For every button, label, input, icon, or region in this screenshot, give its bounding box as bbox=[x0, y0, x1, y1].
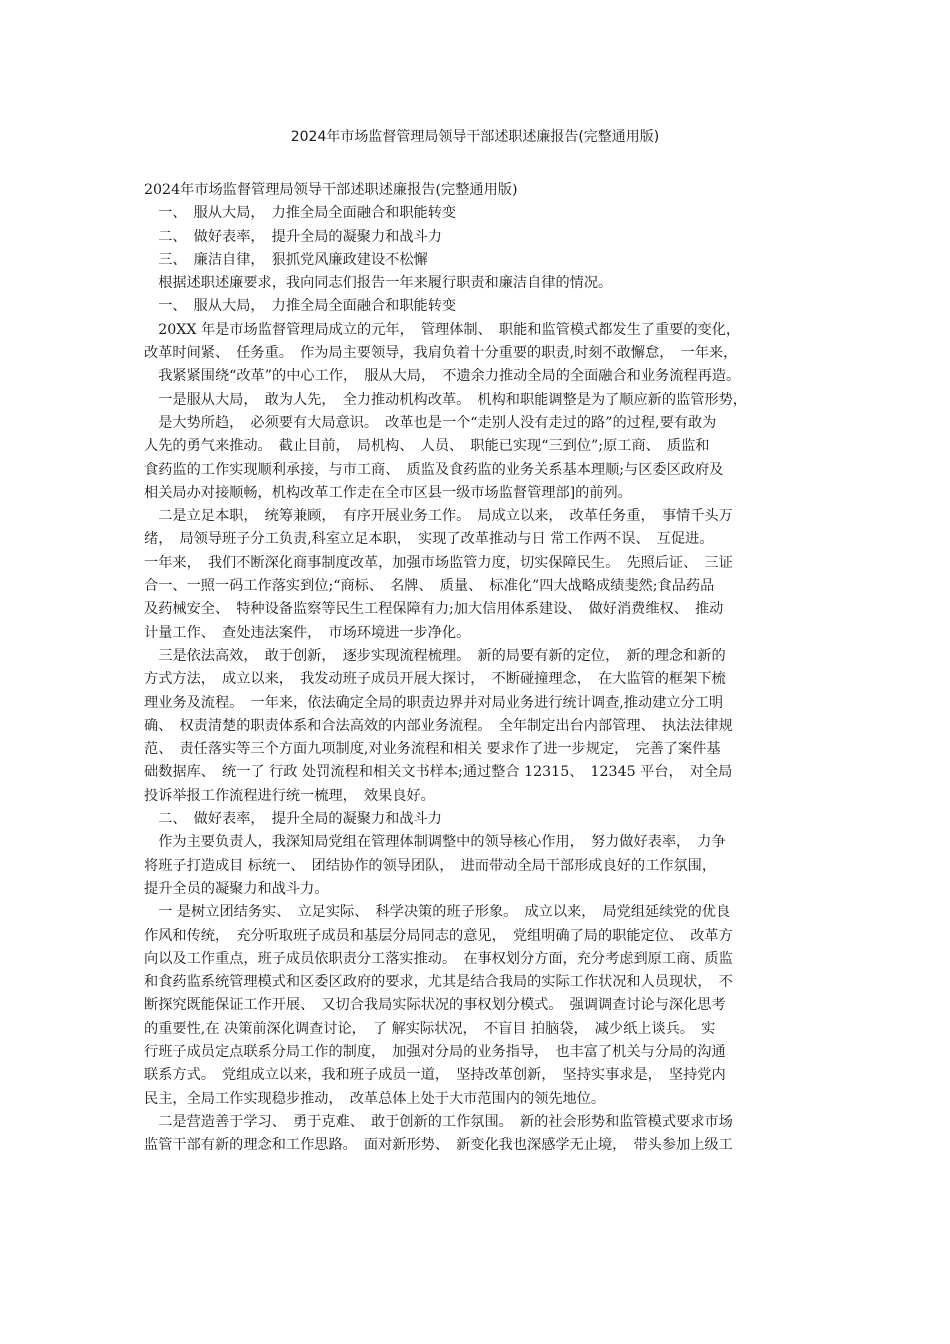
text-line: 联系方式。 党组成立以来，我和班子成员一道， 坚持改革创新， 坚持实事求是， 坚持党内 bbox=[144, 1067, 726, 1084]
text-line: 绪， 局领导班子分工负责,科室立足本职， 实现了改革推动与日 常工作两不误、 互促进。 bbox=[144, 531, 714, 548]
text-line: 监管干部有新的理念和工作思路。 面对新形势、 新变化我也深感学无止境， 带头参加上级工 bbox=[144, 1137, 733, 1154]
text-line: 的重要性,在 决策前深化调查讨论， 了 解实际状况， 不盲目 拍脑袋， 减少纸上谈兵。 实 bbox=[144, 1020, 716, 1037]
text-line: 2024年市场监督管理局领导干部述职述廉报告(完整通用版) bbox=[144, 182, 518, 198]
text-line: 根据述职述廉要求，我向同志们报告一年来履行职责和廉洁自律的情况。 bbox=[144, 275, 613, 292]
text-line: 二、 做好表率， 提升全局的凝聚力和战斗力 bbox=[144, 811, 442, 828]
text-line: 理业务及流程。 一年来，依法确定全局的职责边界并对局业务进行统计调查,推动建立分工明 bbox=[144, 694, 724, 711]
text-line: 民主，全局工作实现稳步推动， 改革总体上处于大市范围内的领先地位。 bbox=[144, 1090, 606, 1107]
text-line: 及药械安全、 特种设备监察等民生工程保障有力;加大信用体系建设、 做好消费维权、 推动 bbox=[144, 601, 724, 618]
text-line: 行班子成员定点联系分局工作的制度， 加强对分局的业务指导， 也丰富了机关与分局的沟通 bbox=[144, 1043, 726, 1060]
text-line: 将班子打造成目 标统一、 团结协作的领导团队， 进而带动全局干部形成良好的工作氛围， bbox=[144, 857, 717, 874]
text-line: 作风和传统， 充分听取班子成员和基层分局同志的意见， 党组明确了局的职能定位、 改革方 bbox=[144, 927, 733, 944]
text-line: 范、 责任落实等三个方面九项制度,对业务流程和相关 要求作了进一步规定， 完善了案件基 bbox=[144, 741, 721, 758]
text-line: 二、 做好表率， 提升全局的凝聚力和战斗力 bbox=[144, 228, 442, 245]
text-line: 一、 服从大局， 力推全局全面融合和职能转变 bbox=[144, 205, 457, 222]
text-line: 一 是树立团结务实、 立足实际、 科学决策的班子形象。 成立以来， 局党组延续党的优良 bbox=[144, 904, 731, 921]
text-line: 方式方法， 成立以来， 我发动班子成员开展大探讨， 不断碰撞理念， 在大监管的框架下梳 bbox=[144, 671, 726, 688]
text-line: 20XX 年是市场监督管理局成立的元年， 管理体制、 职能和监管模式都发生了重要的变化， bbox=[144, 321, 741, 338]
text-line: 二是立足本职， 统筹兼顾， 有序开展业务工作。 局成立以来， 改革任务重， 事情千头万 bbox=[144, 508, 733, 525]
text-line: 我紧紧围绕“改革”的中心工作， 服从大局， 不遗余力推动全局的全面融合和业务流程再造。 bbox=[144, 368, 741, 385]
document-title: 2024年市场监督管理局领导干部述职述廉报告(完整通用版) bbox=[290, 129, 660, 145]
document-body bbox=[144, 179, 816, 1157]
text-line: 断探究既能保证工作开展、 又切合我局实际状况的事权划分模式。 强调调查讨论与深化思考 bbox=[144, 997, 726, 1014]
text-line: 改革时间紧、 任务重。 作为局主要领导，我肩负着十分重要的职责,时刻不敢懈怠， 一年来， bbox=[144, 345, 738, 362]
text-line: 人先的勇气来推动。 截止目前， 局机构、 人员、 职能已实现“三到位”;原工商、 质监和 bbox=[144, 438, 710, 455]
text-line: 投诉举报工作流程进行统一梳理， 效果良好。 bbox=[144, 787, 435, 804]
text-line: 三、 廉洁自律， 狠抓党风廉政建设不松懈 bbox=[144, 251, 428, 268]
text-line: 一、 服从大局， 力推全局全面融合和职能转变 bbox=[144, 298, 457, 315]
text-line: 提升全员的凝聚力和战斗力。 bbox=[144, 880, 329, 897]
text-line: 二是营造善于学习、 勇于克难、 敢于创新的工作氛围。 新的社会形势和监管模式要求市场 bbox=[144, 1113, 733, 1130]
text-line: 一年来， 我们不断深化商事制度改革，加强市场监管力度，切实保障民生。 先照后证、 三证 bbox=[144, 554, 733, 571]
text-line: 食药监的工作实现顺利承接，与市工商、 质监及食药监的业务关系基本理顺;与区委区政府及 bbox=[144, 461, 724, 478]
text-line: 和食药监系统管理模式和区委区政府的要求，尤其是结合我局的实际工作状况和人员现状， 不 bbox=[144, 974, 733, 991]
text-line: 三是依法高效， 敢于创新， 逐步实现流程梳理。 新的局要有新的定位， 新的理念和新的 bbox=[144, 647, 726, 664]
text-line: 础数据库、 统一了 行政 处罚流程和相关文书样本;通过整合 12315、 12345 平台， 对全局 bbox=[144, 764, 733, 781]
text-line: 向以及工作重点，班子成员依职责分工落实推动。 在事权划分方面，充分考虑到原工商、质监 bbox=[144, 950, 733, 967]
text-line: 合一、一照一码工作落实到位;“商标、 名牌、 质量、 标准化”四大战略成绩斐然;食品药品 bbox=[144, 578, 715, 595]
text-line: 作为主要负责人，我深知局党组在管理体制调整中的领导核心作用， 努力做好表率， 力争 bbox=[144, 834, 726, 851]
text-line: 是大势所趋， 必须要有大局意识。 改革也是一个“走别人没有走过的路”的过程,要有敢为 bbox=[144, 414, 717, 431]
text-line: 计量工作、 查处违法案件， 市场环境进一步净化。 bbox=[144, 624, 471, 641]
text-line: 相关局办对接顺畅，机构改革工作走在全市区县一级市场监督管理部]的前列。 bbox=[144, 484, 632, 501]
text-line: 一是服从大局， 敢为人先， 全力推动机构改革。 机构和职能调整是为了顺应新的监管形势， bbox=[144, 391, 747, 408]
text-line: 确、 权责清楚的职责体系和合法高效的内部业务流程。 全年制定出台内部管理、 执法法律规 bbox=[144, 717, 733, 734]
